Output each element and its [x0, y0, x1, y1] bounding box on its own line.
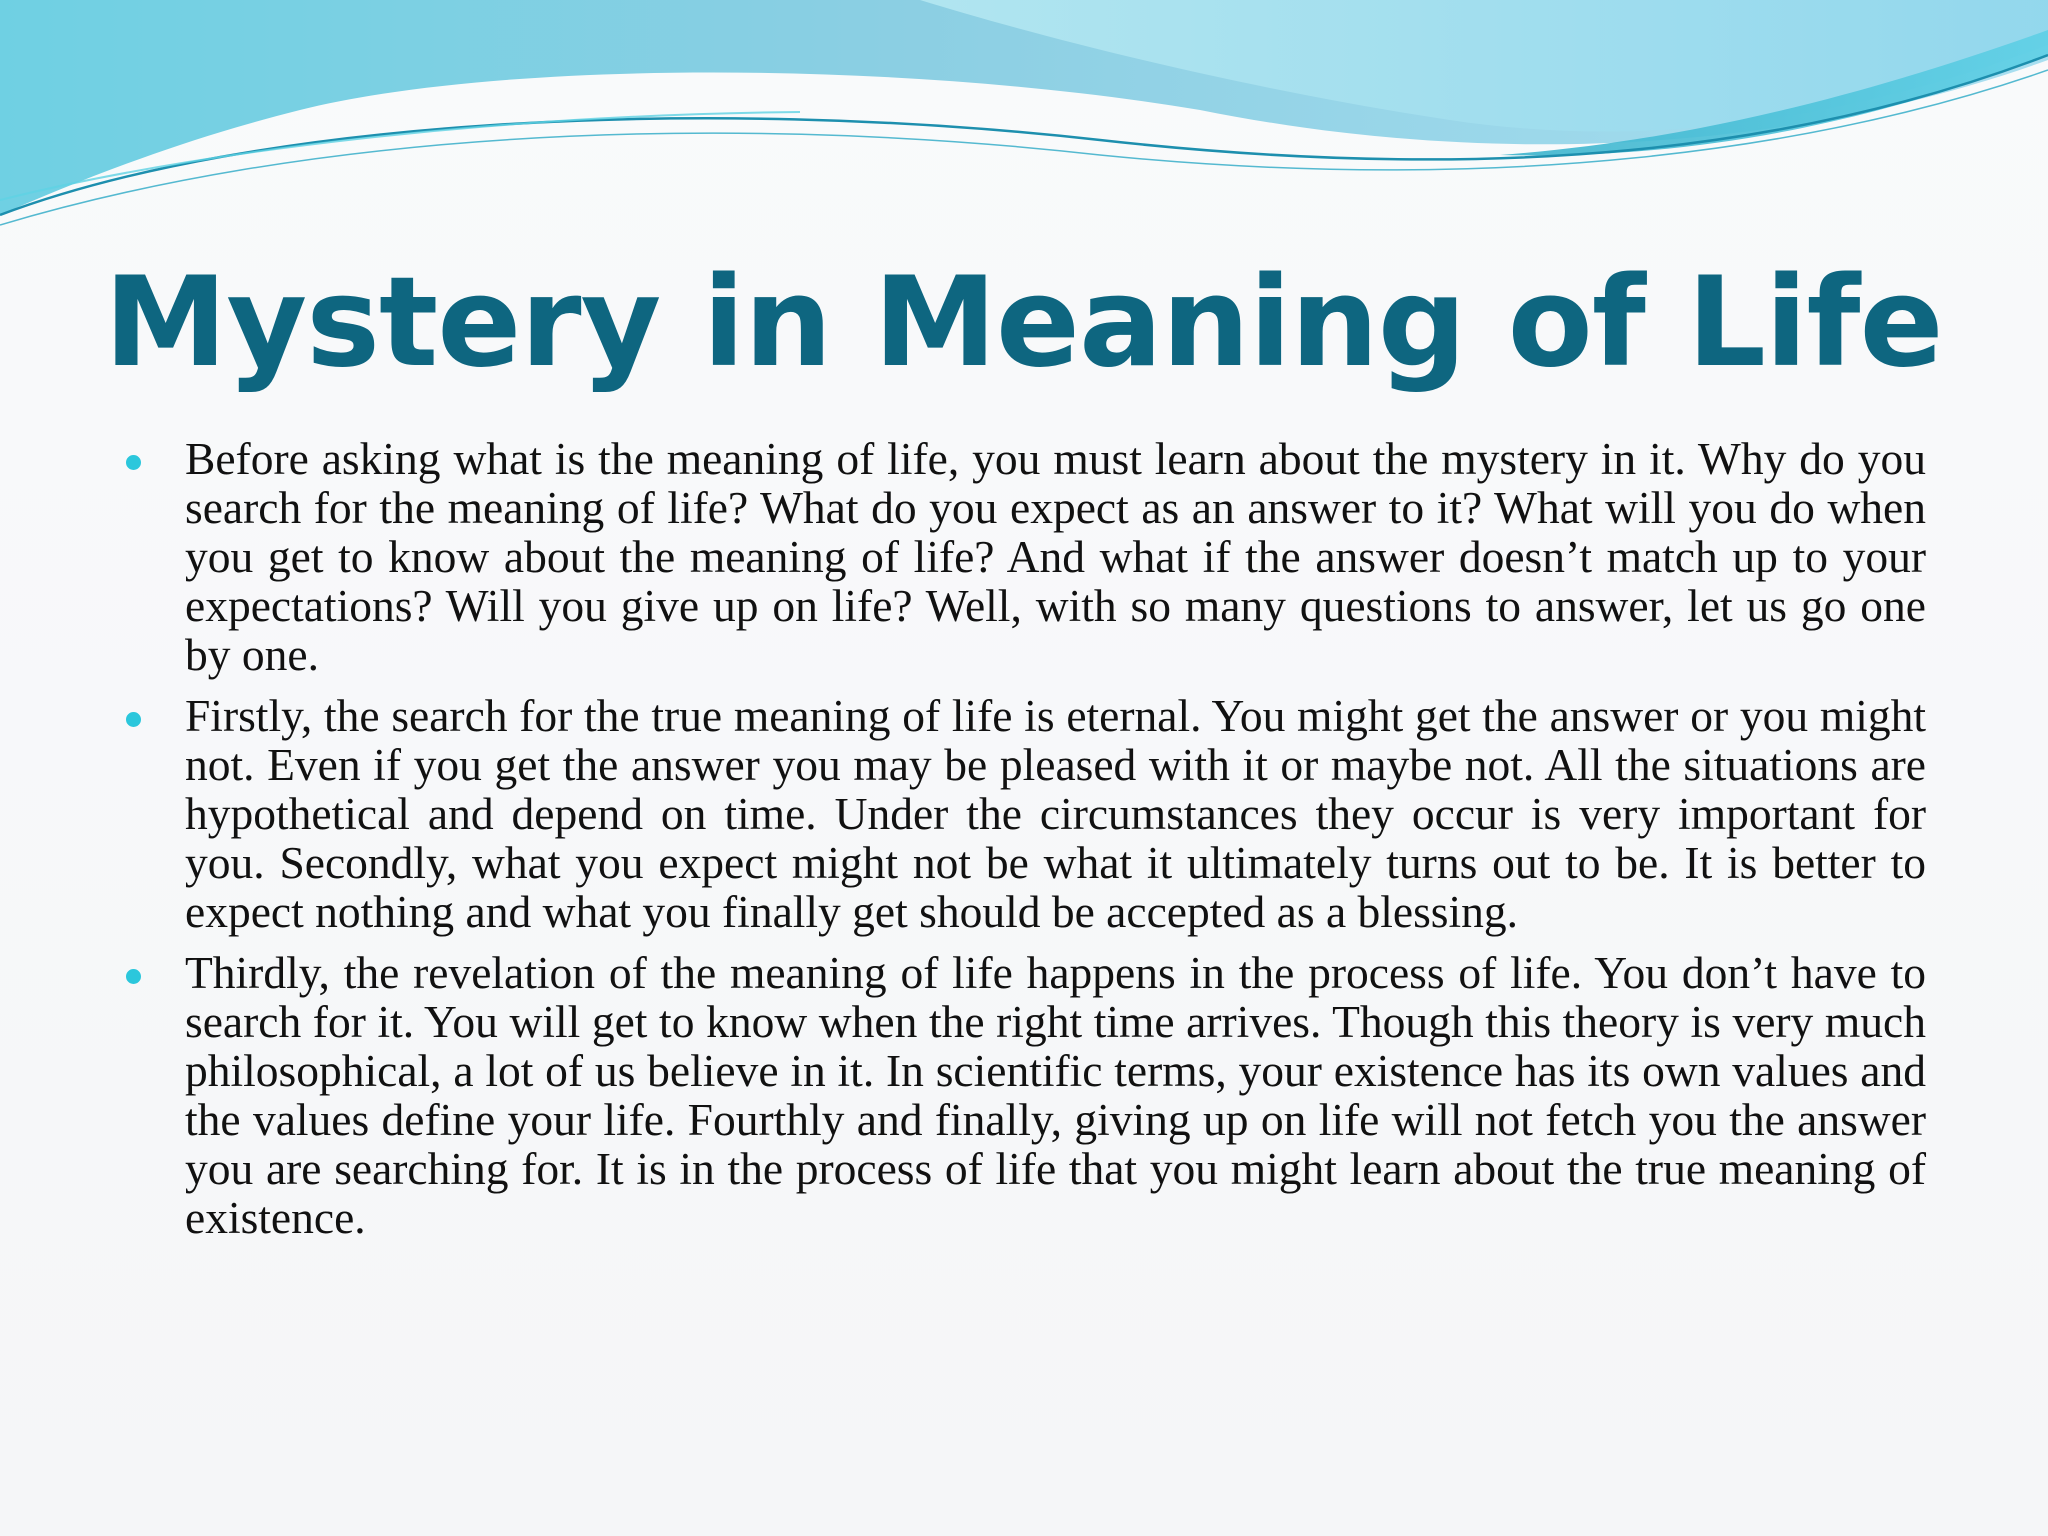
bullet-list	[126, 434, 1926, 1254]
bullet-dot-icon	[126, 712, 141, 727]
bullet-dot-icon	[126, 969, 141, 984]
bullet-text: Firstly, the search for the true meaning of life is eternal. You might get the answer or you might not. Even if you get the answer you may be pleased with it or maybe not. All the situations are hypothetical and depend on time. Under the circumstances they occur is very important for you. Secondly, what you expect might not be what it ultimately turns out to be. It is better to expect nothing and what you finally get should be accepted as a blessing.	[185, 690, 1926, 937]
bullet-item	[126, 691, 1926, 936]
bullet-dot-icon	[126, 455, 141, 470]
bullet-item	[126, 948, 1926, 1242]
bullet-text: Thirdly, the revelation of the meaning of life happens in the process of life. You don’t have to search for it. You will get to know when the right time arrives. Though this theory is very much philosophical, a lot of us believe in it. In scientific terms, your existence has its own values and the values define your life. Fourthly and finally, giving up on life will not fetch you the answer you are searching for. It is in the process of life that you might learn about the true meaning of existence.	[185, 947, 1926, 1243]
decorative-wave-header	[0, 0, 2048, 260]
slide-title: Mystery in Meaning of Life	[104, 251, 1943, 395]
bullet-text: Before asking what is the meaning of life, you must learn about the mystery in it. Why do you search for the meaning of life? What do you expect as an answer to it? What will you do when you get to know about the meaning of life? And what if the answer doesn’t match up to your expectations? Will you give up on life? Well, with so many questions to answer, let us go one by one.	[185, 433, 1926, 680]
bullet-item	[126, 434, 1926, 679]
